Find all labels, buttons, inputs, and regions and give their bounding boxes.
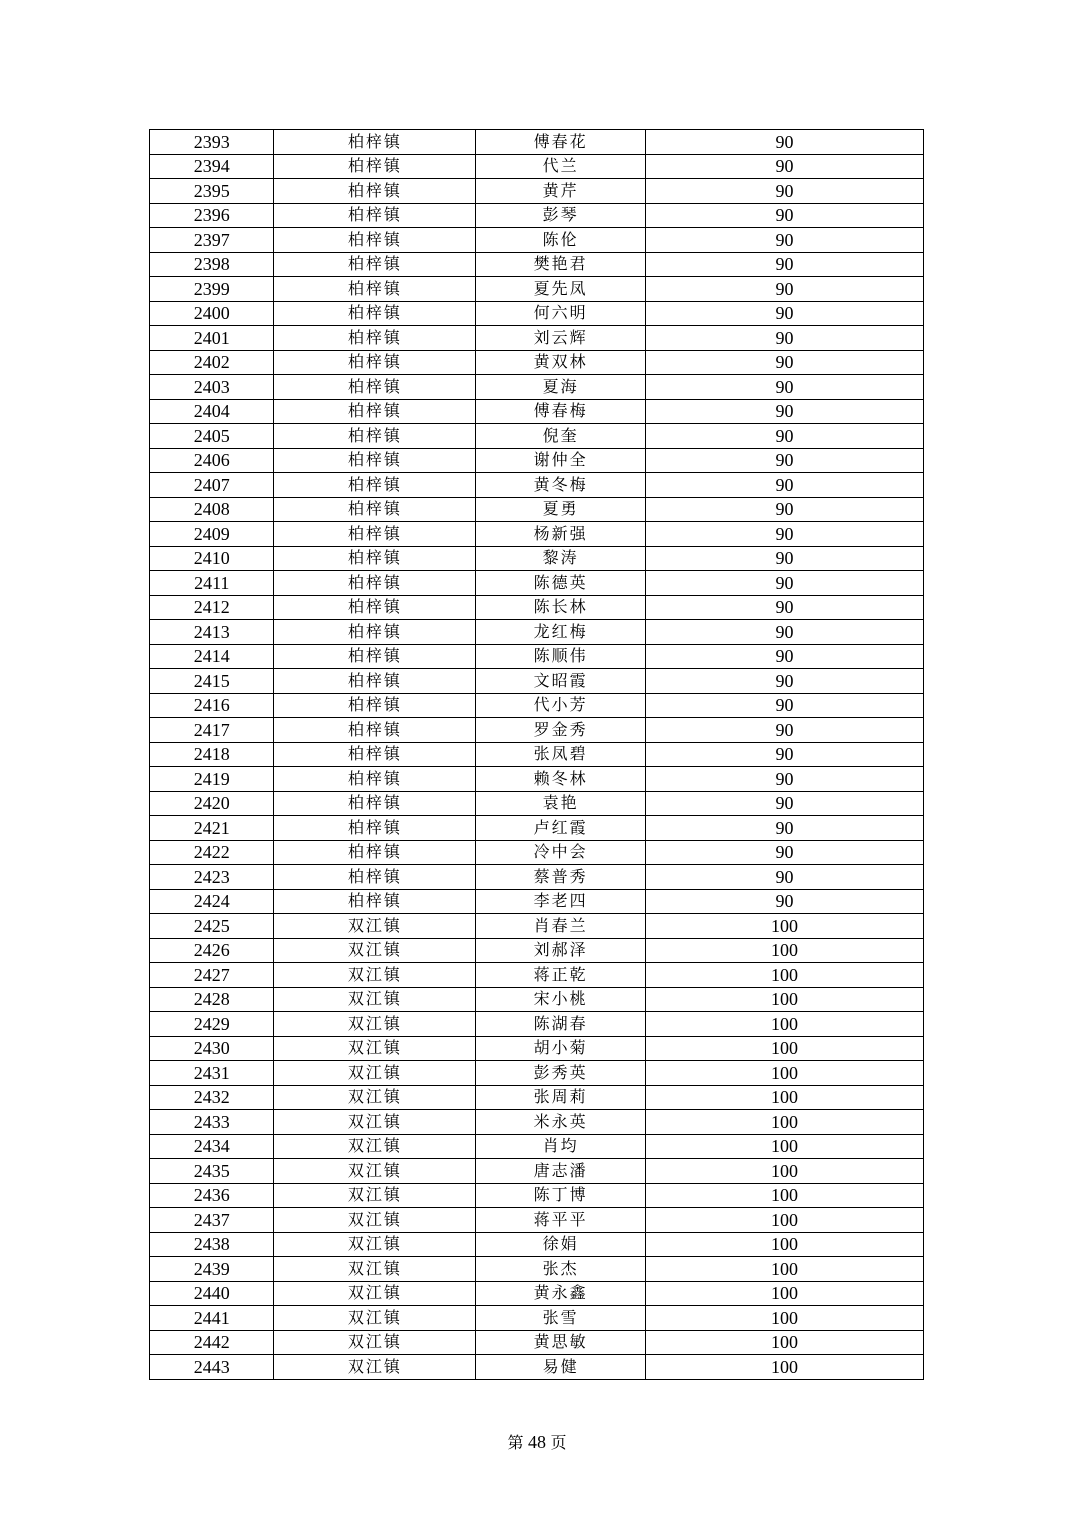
table-row [150, 1232, 924, 1257]
person-name-cell: 徐娟 [476, 1232, 646, 1257]
amount-cell: 100 [645, 1110, 923, 1135]
town-cell: 柏梓镇 [274, 424, 476, 449]
row-number-cell: 2394 [150, 154, 274, 179]
amount-cell: 90 [645, 889, 923, 914]
roster-table [149, 129, 924, 1380]
row-number-cell: 2441 [150, 1306, 274, 1331]
table-row [150, 840, 924, 865]
person-name-cell: 夏先凤 [476, 277, 646, 302]
table-row [150, 987, 924, 1012]
town-cell: 柏梓镇 [274, 718, 476, 743]
town-cell: 双江镇 [274, 1257, 476, 1282]
town-cell: 双江镇 [274, 938, 476, 963]
town-cell: 柏梓镇 [274, 620, 476, 645]
table-row [150, 277, 924, 302]
amount-cell: 90 [645, 179, 923, 204]
person-name-cell: 何六明 [476, 301, 646, 326]
person-name-cell: 黄冬梅 [476, 473, 646, 498]
town-cell: 双江镇 [274, 1330, 476, 1355]
table-row [150, 1330, 924, 1355]
town-cell: 双江镇 [274, 1232, 476, 1257]
person-name-cell: 黄永鑫 [476, 1281, 646, 1306]
person-name-cell: 傅春梅 [476, 399, 646, 424]
amount-cell: 90 [645, 277, 923, 302]
table-row [150, 154, 924, 179]
row-number-cell: 2396 [150, 203, 274, 228]
person-name-cell: 蒋正乾 [476, 963, 646, 988]
town-cell: 柏梓镇 [274, 546, 476, 571]
row-number-cell: 2433 [150, 1110, 274, 1135]
table-row [150, 1281, 924, 1306]
person-name-cell: 李老四 [476, 889, 646, 914]
row-number-cell: 2439 [150, 1257, 274, 1282]
table-row [150, 350, 924, 375]
row-number-cell: 2395 [150, 179, 274, 204]
amount-cell: 100 [645, 963, 923, 988]
amount-cell: 90 [645, 767, 923, 792]
person-name-cell: 张周莉 [476, 1085, 646, 1110]
amount-cell: 100 [645, 1208, 923, 1233]
person-name-cell: 黎涛 [476, 546, 646, 571]
person-name-cell: 冷中会 [476, 840, 646, 865]
person-name-cell: 彭秀英 [476, 1061, 646, 1086]
amount-cell: 90 [645, 644, 923, 669]
town-cell: 柏梓镇 [274, 767, 476, 792]
amount-cell: 90 [645, 326, 923, 351]
page-footer-prefix: 第 [507, 1433, 524, 1452]
town-cell: 双江镇 [274, 1183, 476, 1208]
row-number-cell: 2443 [150, 1355, 274, 1380]
row-number-cell: 2442 [150, 1330, 274, 1355]
row-number-cell: 2405 [150, 424, 274, 449]
amount-cell: 90 [645, 130, 923, 155]
table-row [150, 1085, 924, 1110]
table-row [150, 1134, 924, 1159]
row-number-cell: 2425 [150, 914, 274, 939]
table-row [150, 644, 924, 669]
amount-cell: 100 [645, 1036, 923, 1061]
table-row [150, 497, 924, 522]
table-row [150, 203, 924, 228]
table-row [150, 865, 924, 890]
person-name-cell: 夏海 [476, 375, 646, 400]
table-row [150, 595, 924, 620]
amount-cell: 90 [645, 742, 923, 767]
table-row [150, 130, 924, 155]
table-row [150, 326, 924, 351]
town-cell: 双江镇 [274, 963, 476, 988]
town-cell: 柏梓镇 [274, 203, 476, 228]
table-row [150, 938, 924, 963]
amount-cell: 90 [645, 595, 923, 620]
row-number-cell: 2432 [150, 1085, 274, 1110]
amount-cell: 90 [645, 228, 923, 253]
amount-cell: 90 [645, 865, 923, 890]
row-number-cell: 2418 [150, 742, 274, 767]
table-row [150, 1012, 924, 1037]
amount-cell: 100 [645, 914, 923, 939]
row-number-cell: 2403 [150, 375, 274, 400]
person-name-cell: 樊艳君 [476, 252, 646, 277]
row-number-cell: 2428 [150, 987, 274, 1012]
row-number-cell: 2421 [150, 816, 274, 841]
person-name-cell: 蒋平平 [476, 1208, 646, 1233]
row-number-cell: 2401 [150, 326, 274, 351]
page-number: 48 [528, 1432, 546, 1452]
town-cell: 柏梓镇 [274, 375, 476, 400]
person-name-cell: 张杰 [476, 1257, 646, 1282]
person-name-cell: 夏勇 [476, 497, 646, 522]
row-number-cell: 2426 [150, 938, 274, 963]
table-row [150, 1306, 924, 1331]
person-name-cell: 陈伦 [476, 228, 646, 253]
table-row [150, 791, 924, 816]
table-row [150, 718, 924, 743]
roster-table-body [150, 130, 924, 1380]
person-name-cell: 刘云辉 [476, 326, 646, 351]
town-cell: 柏梓镇 [274, 301, 476, 326]
table-row [150, 301, 924, 326]
row-number-cell: 2434 [150, 1134, 274, 1159]
town-cell: 柏梓镇 [274, 791, 476, 816]
person-name-cell: 张凤碧 [476, 742, 646, 767]
amount-cell: 90 [645, 718, 923, 743]
table-row [150, 522, 924, 547]
amount-cell: 90 [645, 424, 923, 449]
row-number-cell: 2436 [150, 1183, 274, 1208]
person-name-cell: 张雪 [476, 1306, 646, 1331]
town-cell: 柏梓镇 [274, 889, 476, 914]
town-cell: 柏梓镇 [274, 644, 476, 669]
table-row [150, 375, 924, 400]
person-name-cell: 黄思敏 [476, 1330, 646, 1355]
amount-cell: 90 [645, 399, 923, 424]
amount-cell: 100 [645, 1012, 923, 1037]
town-cell: 柏梓镇 [274, 865, 476, 890]
table-row [150, 889, 924, 914]
amount-cell: 100 [645, 938, 923, 963]
table-row [150, 473, 924, 498]
person-name-cell: 肖均 [476, 1134, 646, 1159]
person-name-cell: 刘郝泽 [476, 938, 646, 963]
table-row [150, 1061, 924, 1086]
town-cell: 柏梓镇 [274, 742, 476, 767]
row-number-cell: 2416 [150, 693, 274, 718]
town-cell: 双江镇 [274, 914, 476, 939]
table-row [150, 1208, 924, 1233]
amount-cell: 90 [645, 693, 923, 718]
amount-cell: 100 [645, 1061, 923, 1086]
row-number-cell: 2429 [150, 1012, 274, 1037]
person-name-cell: 胡小菊 [476, 1036, 646, 1061]
table-row [150, 424, 924, 449]
person-name-cell: 陈顺伟 [476, 644, 646, 669]
town-cell: 双江镇 [274, 987, 476, 1012]
amount-cell: 90 [645, 154, 923, 179]
person-name-cell: 卢红霞 [476, 816, 646, 841]
person-name-cell: 黄芹 [476, 179, 646, 204]
page-footer-suffix: 页 [550, 1433, 567, 1452]
table-row [150, 399, 924, 424]
town-cell: 双江镇 [274, 1281, 476, 1306]
town-cell: 柏梓镇 [274, 595, 476, 620]
amount-cell: 100 [645, 1232, 923, 1257]
amount-cell: 90 [645, 840, 923, 865]
table-row [150, 742, 924, 767]
amount-cell: 100 [645, 987, 923, 1012]
amount-cell: 90 [645, 448, 923, 473]
town-cell: 柏梓镇 [274, 693, 476, 718]
row-number-cell: 2406 [150, 448, 274, 473]
row-number-cell: 2419 [150, 767, 274, 792]
amount-cell: 90 [645, 791, 923, 816]
row-number-cell: 2437 [150, 1208, 274, 1233]
person-name-cell: 袁艳 [476, 791, 646, 816]
amount-cell: 100 [645, 1257, 923, 1282]
person-name-cell: 宋小桃 [476, 987, 646, 1012]
amount-cell: 100 [645, 1281, 923, 1306]
row-number-cell: 2407 [150, 473, 274, 498]
table-row [150, 620, 924, 645]
row-number-cell: 2402 [150, 350, 274, 375]
row-number-cell: 2399 [150, 277, 274, 302]
row-number-cell: 2427 [150, 963, 274, 988]
amount-cell: 100 [645, 1330, 923, 1355]
row-number-cell: 2423 [150, 865, 274, 890]
person-name-cell: 赖冬林 [476, 767, 646, 792]
table-row [150, 816, 924, 841]
town-cell: 双江镇 [274, 1208, 476, 1233]
amount-cell: 100 [645, 1085, 923, 1110]
person-name-cell: 陈丁博 [476, 1183, 646, 1208]
town-cell: 柏梓镇 [274, 228, 476, 253]
amount-cell: 90 [645, 203, 923, 228]
town-cell: 双江镇 [274, 1012, 476, 1037]
row-number-cell: 2410 [150, 546, 274, 571]
town-cell: 柏梓镇 [274, 840, 476, 865]
amount-cell: 90 [645, 620, 923, 645]
town-cell: 柏梓镇 [274, 252, 476, 277]
row-number-cell: 2404 [150, 399, 274, 424]
amount-cell: 90 [645, 473, 923, 498]
table-row [150, 179, 924, 204]
town-cell: 柏梓镇 [274, 399, 476, 424]
amount-cell: 100 [645, 1355, 923, 1380]
amount-cell: 90 [645, 375, 923, 400]
person-name-cell: 谢仲全 [476, 448, 646, 473]
row-number-cell: 2424 [150, 889, 274, 914]
town-cell: 柏梓镇 [274, 326, 476, 351]
amount-cell: 90 [645, 571, 923, 596]
town-cell: 柏梓镇 [274, 154, 476, 179]
amount-cell: 90 [645, 301, 923, 326]
amount-cell: 100 [645, 1306, 923, 1331]
table-row [150, 767, 924, 792]
town-cell: 柏梓镇 [274, 448, 476, 473]
row-number-cell: 2408 [150, 497, 274, 522]
person-name-cell: 倪奎 [476, 424, 646, 449]
row-number-cell: 2415 [150, 669, 274, 694]
town-cell: 柏梓镇 [274, 277, 476, 302]
person-name-cell: 唐志潘 [476, 1159, 646, 1184]
page-footer [0, 1430, 1074, 1453]
town-cell: 双江镇 [274, 1355, 476, 1380]
town-cell: 柏梓镇 [274, 816, 476, 841]
amount-cell: 90 [645, 497, 923, 522]
row-number-cell: 2409 [150, 522, 274, 547]
table-row [150, 1110, 924, 1135]
row-number-cell: 2430 [150, 1036, 274, 1061]
row-number-cell: 2422 [150, 840, 274, 865]
person-name-cell: 米永英 [476, 1110, 646, 1135]
table-row [150, 669, 924, 694]
person-name-cell: 杨新强 [476, 522, 646, 547]
amount-cell: 90 [645, 252, 923, 277]
town-cell: 柏梓镇 [274, 522, 476, 547]
row-number-cell: 2417 [150, 718, 274, 743]
row-number-cell: 2397 [150, 228, 274, 253]
town-cell: 柏梓镇 [274, 473, 476, 498]
person-name-cell: 易健 [476, 1355, 646, 1380]
person-name-cell: 代兰 [476, 154, 646, 179]
amount-cell: 90 [645, 669, 923, 694]
row-number-cell: 2420 [150, 791, 274, 816]
person-name-cell: 文昭霞 [476, 669, 646, 694]
row-number-cell: 2393 [150, 130, 274, 155]
person-name-cell: 罗金秀 [476, 718, 646, 743]
town-cell: 柏梓镇 [274, 497, 476, 522]
row-number-cell: 2414 [150, 644, 274, 669]
town-cell: 柏梓镇 [274, 130, 476, 155]
town-cell: 柏梓镇 [274, 571, 476, 596]
amount-cell: 90 [645, 816, 923, 841]
amount-cell: 100 [645, 1134, 923, 1159]
town-cell: 柏梓镇 [274, 179, 476, 204]
town-cell: 双江镇 [274, 1085, 476, 1110]
town-cell: 双江镇 [274, 1061, 476, 1086]
amount-cell: 90 [645, 546, 923, 571]
table-row [150, 448, 924, 473]
table-row [150, 1036, 924, 1061]
person-name-cell: 肖春兰 [476, 914, 646, 939]
row-number-cell: 2431 [150, 1061, 274, 1086]
person-name-cell: 彭琴 [476, 203, 646, 228]
row-number-cell: 2412 [150, 595, 274, 620]
row-number-cell: 2440 [150, 1281, 274, 1306]
town-cell: 双江镇 [274, 1134, 476, 1159]
town-cell: 双江镇 [274, 1110, 476, 1135]
amount-cell: 100 [645, 1159, 923, 1184]
row-number-cell: 2398 [150, 252, 274, 277]
amount-cell: 90 [645, 350, 923, 375]
table-row [150, 1159, 924, 1184]
person-name-cell: 代小芳 [476, 693, 646, 718]
person-name-cell: 黄双林 [476, 350, 646, 375]
town-cell: 柏梓镇 [274, 350, 476, 375]
table-row [150, 693, 924, 718]
amount-cell: 90 [645, 522, 923, 547]
table-row [150, 252, 924, 277]
town-cell: 双江镇 [274, 1159, 476, 1184]
table-row [150, 1183, 924, 1208]
table-row [150, 546, 924, 571]
person-name-cell: 陈湖春 [476, 1012, 646, 1037]
table-row [150, 1355, 924, 1380]
table-row [150, 963, 924, 988]
person-name-cell: 龙红梅 [476, 620, 646, 645]
person-name-cell: 傅春花 [476, 130, 646, 155]
person-name-cell: 陈德英 [476, 571, 646, 596]
row-number-cell: 2400 [150, 301, 274, 326]
table-row [150, 571, 924, 596]
town-cell: 柏梓镇 [274, 669, 476, 694]
person-name-cell: 蔡普秀 [476, 865, 646, 890]
town-cell: 双江镇 [274, 1306, 476, 1331]
person-name-cell: 陈长林 [476, 595, 646, 620]
row-number-cell: 2413 [150, 620, 274, 645]
table-row [150, 228, 924, 253]
row-number-cell: 2435 [150, 1159, 274, 1184]
town-cell: 双江镇 [274, 1036, 476, 1061]
amount-cell: 100 [645, 1183, 923, 1208]
row-number-cell: 2438 [150, 1232, 274, 1257]
table-row [150, 914, 924, 939]
row-number-cell: 2411 [150, 571, 274, 596]
table-row [150, 1257, 924, 1282]
